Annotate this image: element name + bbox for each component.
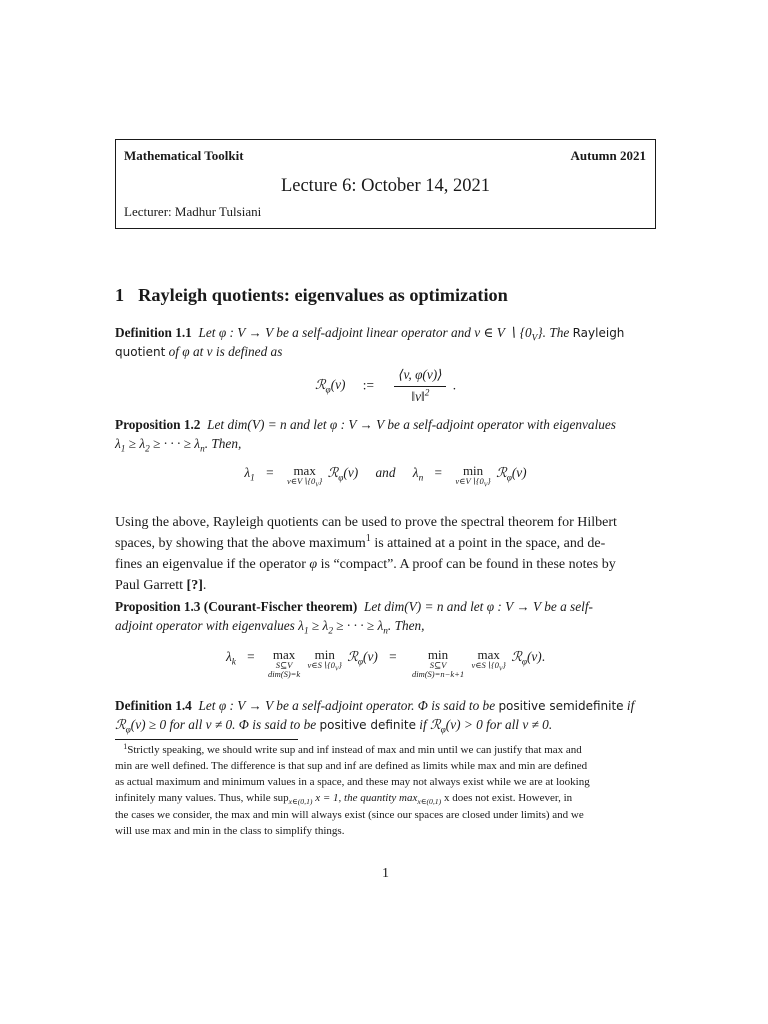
subscript: φ xyxy=(506,473,512,484)
term-positive-semidefinite: positive semidefinite xyxy=(498,699,624,713)
fraction-denominator xyxy=(407,387,433,407)
courant-fischer-equation xyxy=(115,648,656,679)
subscript: 1 xyxy=(120,444,126,455)
subscript: x∈(0,1) xyxy=(417,797,442,807)
text: is attained at a point in the space, and de- xyxy=(370,536,606,551)
math-symbol: λ xyxy=(225,648,232,664)
rayleigh-quotient-equation xyxy=(115,366,656,407)
text: : xyxy=(494,599,506,614)
proposition-1-2 xyxy=(115,416,656,490)
footnote-line: as actual maximum and minimum values in a space, and these may not always exist while we are at looking xyxy=(115,776,590,789)
subscript: n xyxy=(383,626,388,637)
min-operator xyxy=(412,648,464,679)
min-operator xyxy=(307,646,342,674)
text: if xyxy=(415,716,430,732)
math-symbol: ≥ λ xyxy=(125,435,146,451)
text: . Then, xyxy=(387,617,425,633)
operator-name: max xyxy=(272,646,296,662)
math-symbol: V xyxy=(408,599,417,614)
operator-subscript xyxy=(471,660,506,674)
math-symbol: ℛ xyxy=(511,648,522,664)
course-title: Mathematical Toolkit xyxy=(124,148,244,163)
operator-subscript: S⊆V xyxy=(429,660,447,671)
operator-name: min xyxy=(427,646,449,662)
math-symbol: (v) xyxy=(526,648,542,664)
math-symbol: ℛ xyxy=(314,377,326,393)
operator-name: max xyxy=(293,462,316,478)
paragraph-line xyxy=(115,533,656,554)
section-heading xyxy=(115,283,508,309)
operator-name: max xyxy=(477,646,500,662)
math-symbol: ℛ xyxy=(347,648,358,664)
text: is “compact”. A proof can be found in these notes by xyxy=(317,557,616,572)
text: Strictly speaking, we should write sup and inf instead of max and min until we can justify that max and xyxy=(127,744,582,756)
footnote-line: the cases we consider, the max and min will always exist (since our spaces are closed under limits) and we xyxy=(115,808,584,821)
math-symbol: n xyxy=(280,417,287,432)
proposition-1-3 xyxy=(115,598,656,679)
lecture-title: Lecture 6: October 14, 2021 xyxy=(280,176,491,196)
math-symbol: = xyxy=(266,464,274,480)
proposition-1-2-line-2 xyxy=(115,435,656,454)
lecturer-name: Lecturer: Madhur Tulsiani xyxy=(124,204,262,219)
text: Let dim( xyxy=(207,417,252,432)
subscript: 2 xyxy=(328,626,333,637)
definition-1-4-line-1 xyxy=(115,697,656,716)
operator-subscript: dim(S)=n−k+1 xyxy=(411,669,465,680)
max-operator xyxy=(268,648,300,679)
fraction-numerator: ⟨v, φ(v)⟩ xyxy=(394,366,446,387)
text: ) = xyxy=(416,599,437,614)
section-number: 1 xyxy=(115,285,125,305)
math-symbol: v∈S∖{0 xyxy=(307,660,335,671)
text: Paul Garrett xyxy=(115,578,187,593)
footnote-line xyxy=(115,790,656,806)
math-symbol: n xyxy=(436,599,444,614)
text: . xyxy=(202,578,207,593)
subscript: n xyxy=(200,444,205,455)
text: ) = xyxy=(259,417,281,432)
math-symbol: V xyxy=(265,325,273,340)
math-symbol: φ xyxy=(486,599,495,614)
math-symbol: (v) xyxy=(330,377,346,393)
text: : xyxy=(337,417,349,432)
definition-1-1 xyxy=(115,324,656,407)
lecture-header-box xyxy=(115,139,656,229)
footnote-line: min are well defined. The difference is that sup and inf are defined as limits while max and min are defined xyxy=(115,760,588,773)
body-paragraph xyxy=(115,512,656,596)
subscript: V xyxy=(483,483,488,490)
math-symbol: → xyxy=(245,325,266,340)
math-symbol: } xyxy=(338,660,342,671)
text: and let xyxy=(286,417,330,432)
eigenvalue-extremes-equation xyxy=(115,462,656,490)
subscript: V xyxy=(531,333,538,344)
subscript: 2 xyxy=(145,444,150,455)
math-symbol: V xyxy=(237,325,246,340)
paragraph-line xyxy=(115,554,656,575)
math-symbol: v xyxy=(522,716,529,732)
citation-link[interactable]: [?] xyxy=(186,578,203,593)
subscript: V xyxy=(315,483,319,490)
text: }. The xyxy=(537,325,573,340)
proposition-1-3-line-2 xyxy=(115,617,656,636)
text: fines an eigenvalue if the operator xyxy=(115,557,310,572)
footnote-line: will use max and min in the class to simplify things. xyxy=(115,824,345,837)
text: Let dim( xyxy=(363,599,409,614)
math-symbol: v∈S∖{0 xyxy=(471,660,499,671)
math-symbol: φ xyxy=(218,698,227,713)
subscript: φ xyxy=(325,385,331,396)
math-symbol: = xyxy=(434,464,443,480)
math-symbol: ≥ · · · ≥ λ xyxy=(332,617,384,633)
text: ≠ 0. Φ is said to be xyxy=(211,716,320,732)
text: . Then, xyxy=(204,435,242,451)
math-symbol: = xyxy=(247,648,255,664)
math-symbol: ∈ xyxy=(480,325,497,340)
math-symbol: (v) xyxy=(511,464,527,480)
subscript: 1 xyxy=(303,626,309,637)
text: is defined as xyxy=(212,343,283,359)
math-symbol: V xyxy=(532,599,541,614)
math-symbol: ℛ xyxy=(327,464,339,480)
subscript: 1 xyxy=(250,473,255,484)
operator-name: min xyxy=(314,646,335,662)
superscript: 2 xyxy=(424,388,430,399)
definition-1-1-line-1 xyxy=(115,324,656,343)
math-symbol: ℛ xyxy=(115,716,126,732)
text: be a self-adjoint linear operator and xyxy=(272,325,475,340)
subscript: k xyxy=(231,657,236,668)
text: ≠ 0. xyxy=(528,716,553,732)
text: → xyxy=(356,417,377,432)
fraction xyxy=(394,366,446,407)
operator-subscript: S⊆V xyxy=(275,660,293,671)
operator-subscript xyxy=(286,476,323,490)
math-symbol: ≥ λ xyxy=(308,617,329,633)
term-rayleigh: Rayleigh xyxy=(572,326,625,340)
footnote-line xyxy=(115,742,656,758)
term-quotient: quotient xyxy=(115,344,166,359)
definition-label: Definition 1.1 xyxy=(115,325,192,340)
math-symbol: λ xyxy=(412,464,419,480)
text: (v) > 0 for all xyxy=(445,716,523,732)
text: infinitely many values. Thus, while sup xyxy=(115,792,289,805)
footnote xyxy=(115,742,656,839)
math-symbol: v xyxy=(474,325,481,340)
subscript: x∈(0,1) xyxy=(288,797,313,807)
footnote-divider xyxy=(115,739,298,740)
definition-1-4-line-2 xyxy=(115,716,656,735)
math-symbol: V xyxy=(496,325,505,340)
text: and xyxy=(375,464,396,480)
proposition-label: Proposition 1.2 xyxy=(115,417,201,432)
operator-subscript xyxy=(455,476,491,490)
subscript: n xyxy=(418,473,424,484)
math-symbol: ‖v‖ xyxy=(411,388,425,404)
math-symbol: φ xyxy=(329,417,338,432)
operator-name: min xyxy=(462,462,484,478)
proposition-1-2-line-1 xyxy=(115,416,656,435)
math-symbol: (v) xyxy=(343,464,359,480)
operator-subscript: dim(S)=k xyxy=(268,669,301,680)
subscript: φ xyxy=(125,725,131,736)
max-operator xyxy=(471,646,506,674)
subscript: V xyxy=(334,667,339,674)
text: and let xyxy=(443,599,487,614)
text: adjoint operator with eigenvalues λ xyxy=(115,617,304,633)
text: be a self-adjoint operator with eigenvalues xyxy=(384,417,616,432)
math-symbol: V xyxy=(251,417,260,432)
paragraph-line xyxy=(115,575,656,596)
math-symbol: := xyxy=(362,377,374,393)
text: . xyxy=(541,648,546,664)
term-positive-definite: positive definite xyxy=(319,717,416,732)
math-symbol: V xyxy=(505,599,514,614)
math-symbol: v xyxy=(206,343,213,359)
subscript: φ xyxy=(440,725,446,736)
paragraph-line: Using the above, Rayleigh quotients can be used to prove the spectral theorem for Hilbert xyxy=(115,515,617,530)
text: : xyxy=(226,325,238,340)
math-symbol: } xyxy=(487,476,491,487)
footnote-marker: 1 xyxy=(123,742,128,751)
math-symbol: } xyxy=(318,476,323,487)
text: . xyxy=(452,377,457,393)
max-operator xyxy=(286,462,323,490)
text: if xyxy=(623,698,635,713)
text: Let xyxy=(198,325,219,340)
text: at xyxy=(189,343,207,359)
math-symbol: ℛ xyxy=(496,464,507,480)
subscript: φ xyxy=(338,473,344,484)
math-symbol: → xyxy=(245,698,266,713)
text: x does not exist. However, in xyxy=(441,792,573,805)
math-symbol: V xyxy=(265,698,273,713)
math-symbol: λ xyxy=(115,435,121,451)
footnote-reference[interactable]: 1 xyxy=(365,533,371,544)
math-symbol: V xyxy=(237,698,246,713)
math-symbol: ℛ xyxy=(430,716,441,732)
subscript: V xyxy=(498,667,503,674)
text: spaces, by showing that the above maximum xyxy=(115,536,366,551)
math-symbol: V xyxy=(348,417,357,432)
math-symbol: = xyxy=(389,648,397,664)
math-symbol: V xyxy=(376,417,385,432)
section-title: Rayleigh quotients: eigenvalues as optimization xyxy=(138,285,508,305)
text: be a self-adjoint operator. Φ is said to be xyxy=(272,698,499,713)
math-symbol: φ xyxy=(182,343,190,359)
math-symbol: v∈V∖{0 xyxy=(286,476,316,487)
subscript: φ xyxy=(357,657,364,668)
text: be a self- xyxy=(540,599,593,614)
subscript: φ xyxy=(521,657,527,668)
text: (v) ≥ 0 for all xyxy=(130,716,206,732)
math-symbol: φ xyxy=(309,557,318,572)
definition-label: Definition 1.4 xyxy=(115,698,192,713)
math-symbol: ≥ · · · ≥ λ xyxy=(149,435,201,451)
text: of xyxy=(165,343,183,359)
math-symbol: } xyxy=(502,660,506,671)
text: → xyxy=(513,599,533,614)
min-operator xyxy=(455,462,491,490)
text: x = 1, the quantity max xyxy=(312,792,418,805)
math-symbol: v xyxy=(205,716,212,732)
text: Let xyxy=(198,698,219,713)
math-symbol: φ xyxy=(218,325,227,340)
term-label: Autumn 2021 xyxy=(570,148,646,163)
definition-1-1-line-2 xyxy=(115,343,656,362)
proposition-1-3-line-1 xyxy=(115,598,656,617)
proposition-label: Proposition 1.3 (Courant-Fischer theorem) xyxy=(115,599,358,614)
page-number: 1 xyxy=(382,866,389,881)
math-symbol: v∈V∖{0 xyxy=(455,476,484,487)
math-symbol: ∖ {0 xyxy=(504,325,532,340)
operator-subscript xyxy=(307,660,342,674)
definition-1-4 xyxy=(115,697,656,735)
math-symbol: λ xyxy=(244,464,251,480)
math-symbol: (v) xyxy=(363,648,378,664)
text: : xyxy=(226,698,238,713)
